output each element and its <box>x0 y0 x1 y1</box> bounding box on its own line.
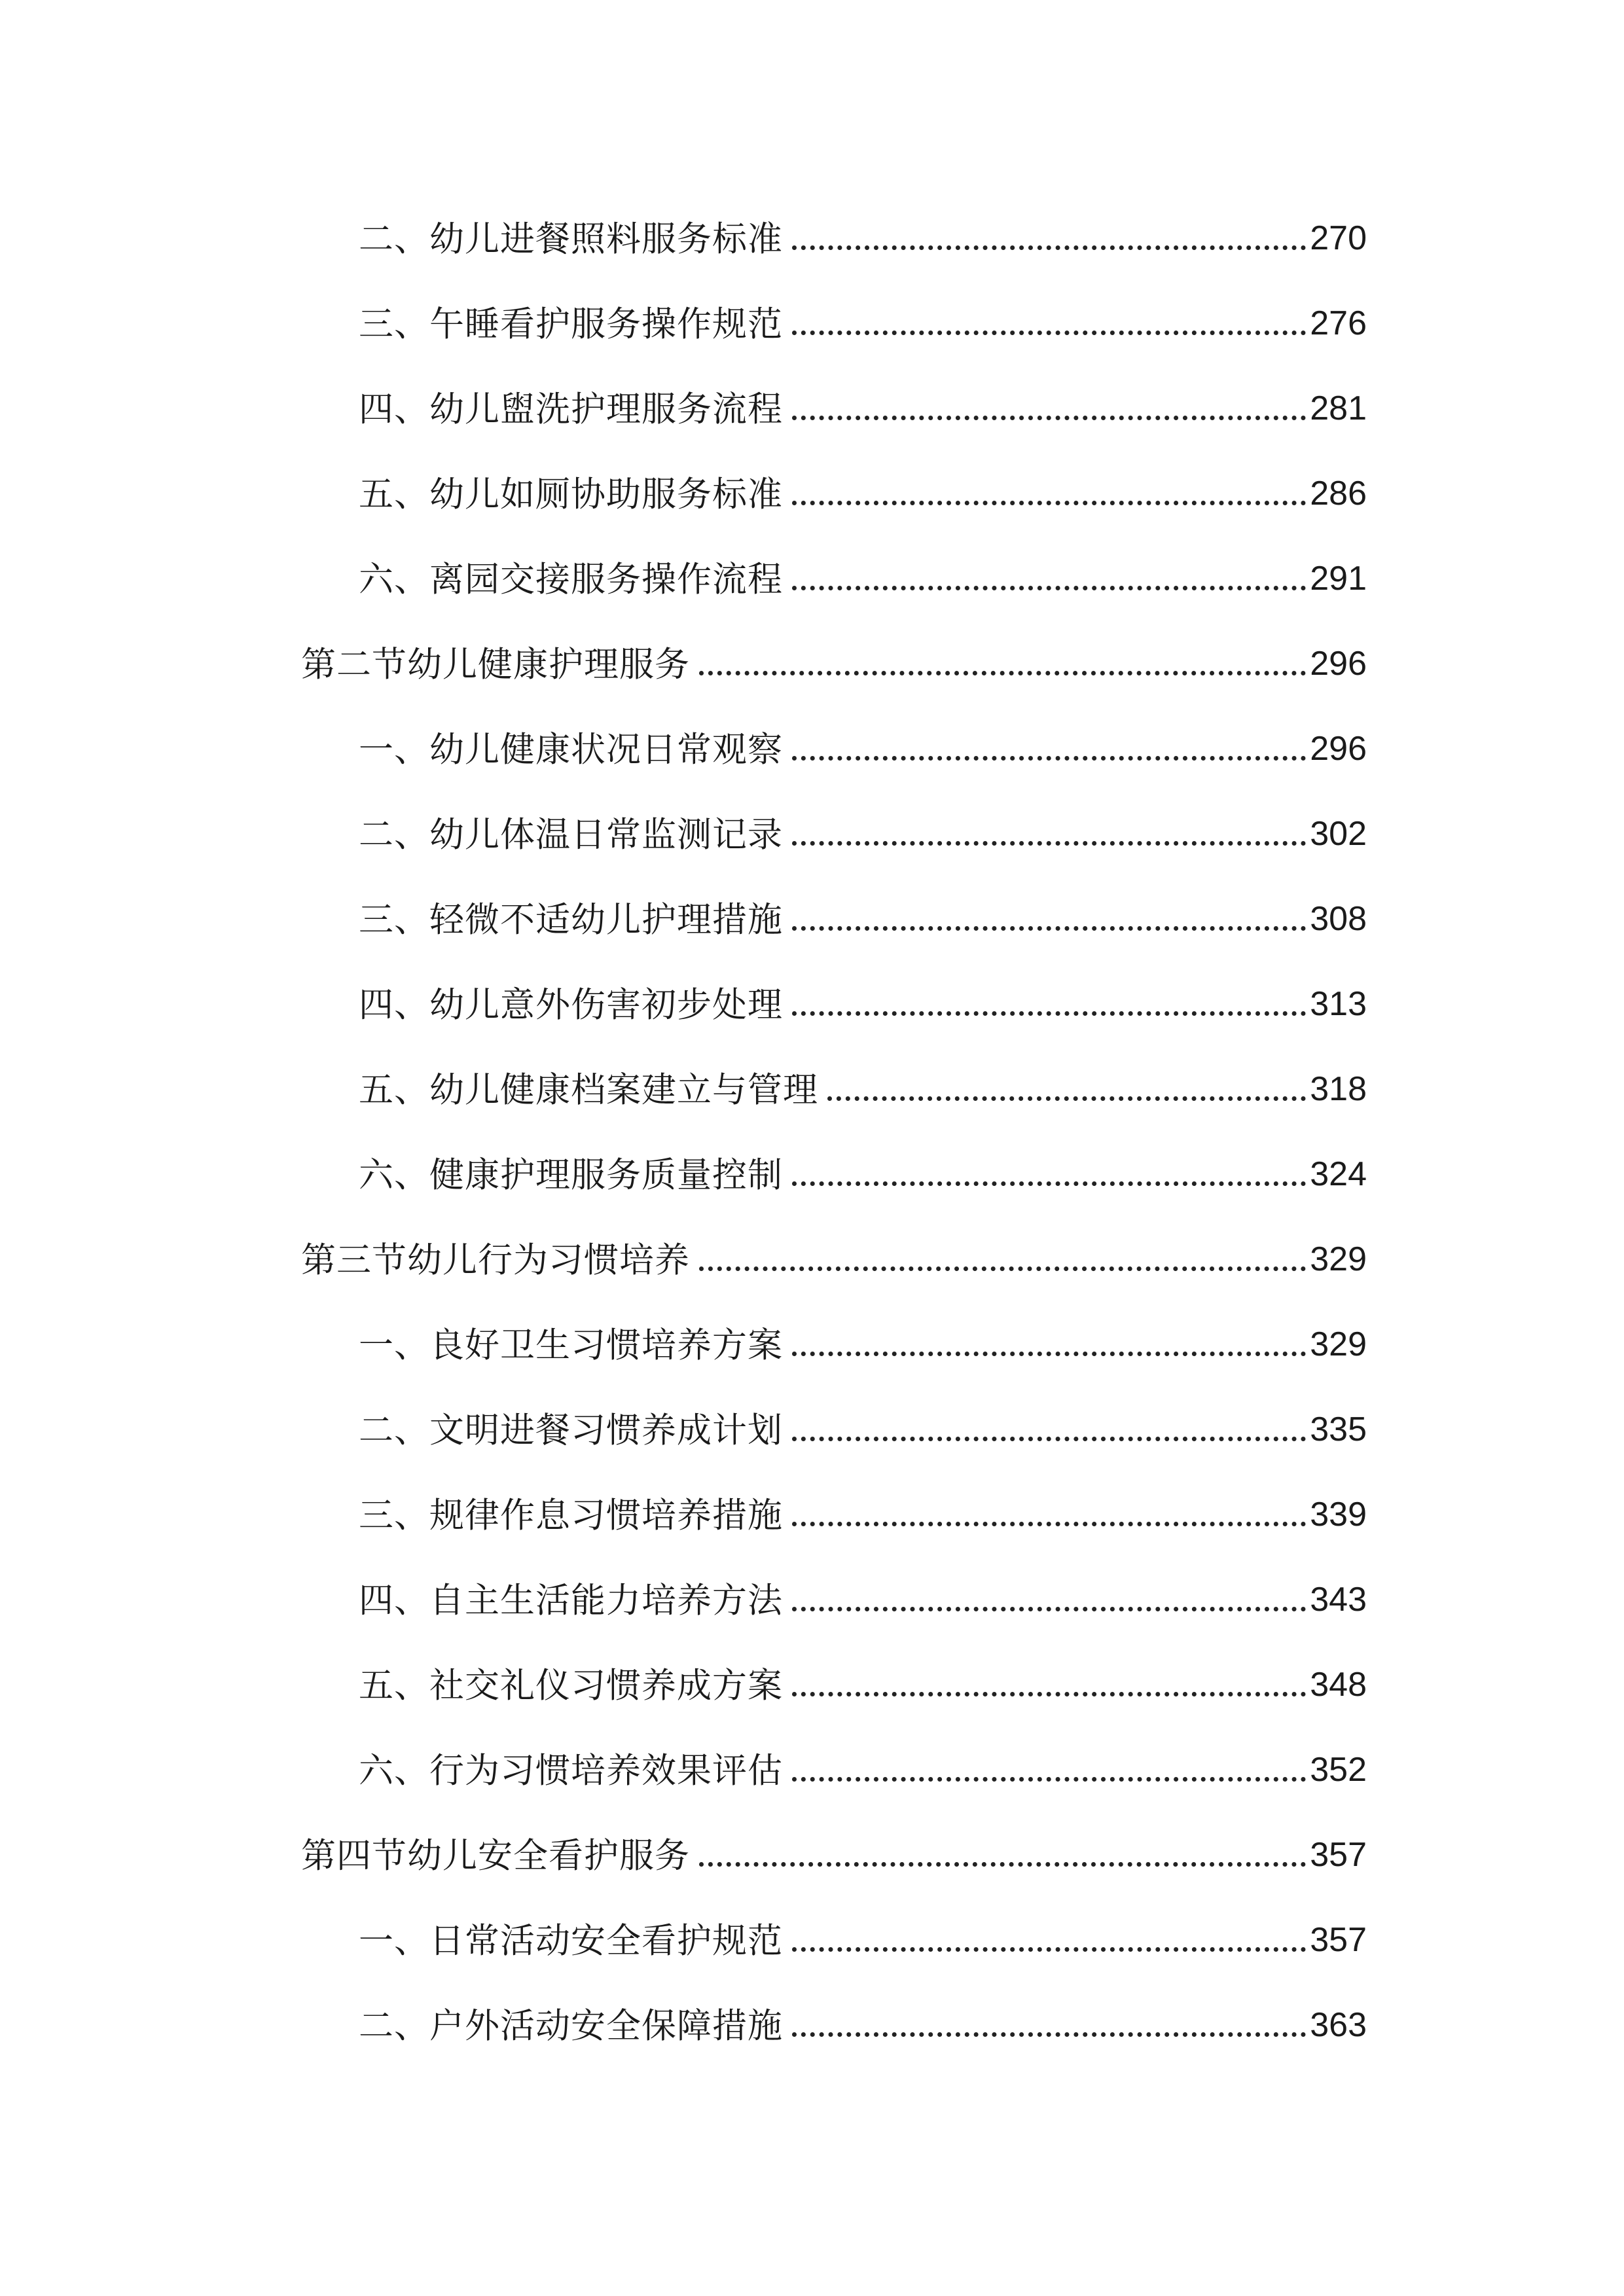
toc-entry[interactable] <box>359 1127 1367 1193</box>
toc-entry[interactable] <box>359 446 1367 512</box>
dot-leader <box>792 586 1306 590</box>
toc-entry-title: 六、健康护理服务质量控制 <box>359 1155 783 1195</box>
dot-leader <box>792 416 1306 420</box>
toc-entry-page: 308 <box>1310 900 1367 938</box>
toc-entry-title: 五、社交礼仪习惯养成方案 <box>359 1666 783 1706</box>
toc-entry[interactable] <box>359 702 1367 770</box>
dot-leader <box>792 1437 1306 1441</box>
dot-leader <box>792 1181 1306 1186</box>
dot-leader <box>699 1266 1306 1271</box>
toc-entry[interactable] <box>359 787 1367 855</box>
toc-entry-title: 一、日常活动安全看护规范 <box>359 1921 783 1961</box>
toc-entry[interactable] <box>359 361 1367 427</box>
toc-entry[interactable] <box>359 1723 1367 1791</box>
toc-entry-page: 335 <box>1310 1410 1367 1448</box>
toc-entry-title: 二、幼儿进餐照料服务标准 <box>359 219 783 259</box>
toc-entry-page: 286 <box>1310 475 1367 512</box>
dot-leader <box>699 1862 1306 1867</box>
toc-entry[interactable] <box>359 957 1367 1025</box>
toc-entry-page: 296 <box>1310 645 1367 683</box>
toc-entry-page: 352 <box>1310 1751 1367 1789</box>
toc-entry-title: 二、文明进餐习惯养成计划 <box>359 1410 783 1450</box>
toc-entry-page: 302 <box>1310 815 1367 853</box>
toc-entry-page: 291 <box>1310 560 1367 598</box>
toc-entry-title: 五、幼儿如厕协助服务标准 <box>359 475 783 514</box>
toc-entry-title: 五、幼儿健康档案建立与管理 <box>359 1070 818 1110</box>
toc-entry-title: 六、离园交接服务操作流程 <box>359 560 783 600</box>
toc-entry[interactable] <box>359 1978 1367 2046</box>
toc-entry[interactable] <box>359 1638 1367 1706</box>
toc-entry-title: 二、户外活动安全保障措施 <box>359 2006 783 2046</box>
dot-leader <box>792 1777 1306 1782</box>
dot-leader <box>792 1607 1306 1611</box>
toc-entry[interactable] <box>359 1382 1367 1448</box>
toc-entry-title: 六、行为习惯培养效果评估 <box>359 1751 783 1791</box>
toc-section-heading[interactable] <box>301 1212 1367 1278</box>
toc-entry[interactable] <box>359 1042 1367 1110</box>
dot-leader <box>792 331 1306 335</box>
dot-leader <box>792 245 1306 250</box>
toc-section-heading[interactable] <box>301 1808 1367 1876</box>
toc-entry-page: 357 <box>1310 1836 1367 1874</box>
toc-entry-title: 第二节幼儿健康护理服务 <box>301 645 690 685</box>
toc-entry-page: 363 <box>1310 2006 1367 2044</box>
toc-entry-title: 三、轻微不适幼儿护理措施 <box>359 900 783 940</box>
toc-entry[interactable] <box>359 1552 1367 1621</box>
toc-entry-page: 296 <box>1310 730 1367 768</box>
dot-leader <box>792 1522 1306 1526</box>
toc-entry-page: 339 <box>1310 1496 1367 1534</box>
toc-entry-title: 第三节幼儿行为习惯培养 <box>301 1240 690 1280</box>
toc-entry-page: 313 <box>1310 985 1367 1023</box>
dot-leader <box>792 1352 1306 1356</box>
toc-entry[interactable] <box>359 191 1367 257</box>
toc-entry-page: 281 <box>1310 389 1367 427</box>
dot-leader <box>792 841 1306 846</box>
dot-leader <box>792 756 1306 761</box>
toc-entry-title: 四、幼儿意外伤害初步处理 <box>359 985 783 1025</box>
toc-entry-page: 324 <box>1310 1155 1367 1193</box>
toc-entry[interactable] <box>359 531 1367 600</box>
dot-leader <box>699 671 1306 675</box>
toc-entry[interactable] <box>359 1297 1367 1363</box>
dot-leader <box>792 501 1306 505</box>
toc-entry[interactable] <box>359 1893 1367 1961</box>
toc-section-heading[interactable] <box>301 617 1367 685</box>
toc-entry-title: 四、自主生活能力培养方法 <box>359 1581 783 1621</box>
dot-leader <box>792 1947 1306 1952</box>
toc-entry-page: 348 <box>1310 1666 1367 1704</box>
toc-entry-page: 318 <box>1310 1070 1367 1108</box>
toc-entry-page: 329 <box>1310 1240 1367 1278</box>
toc-entry[interactable] <box>359 1467 1367 1533</box>
toc-entry-title: 四、幼儿盥洗护理服务流程 <box>359 389 783 429</box>
toc-entry-title: 三、规律作息习惯培养措施 <box>359 1496 783 1535</box>
dot-leader <box>792 926 1306 931</box>
toc-entry-page: 329 <box>1310 1325 1367 1363</box>
dot-leader <box>792 2032 1306 2037</box>
toc-entry-page: 276 <box>1310 304 1367 342</box>
toc-entry-title: 一、良好卫生习惯培养方案 <box>359 1325 783 1365</box>
toc-entry[interactable] <box>359 872 1367 940</box>
toc-entry-title: 一、幼儿健康状况日常观察 <box>359 730 783 770</box>
toc-entry-page: 343 <box>1310 1581 1367 1619</box>
dot-leader <box>792 1692 1306 1696</box>
toc-entry-title: 三、午睡看护服务操作规范 <box>359 304 783 344</box>
toc-entry-title: 第四节幼儿安全看护服务 <box>301 1836 690 1876</box>
toc-entry[interactable] <box>359 276 1367 342</box>
toc-entry-title: 二、幼儿体温日常监测记录 <box>359 815 783 855</box>
toc-entry-page: 270 <box>1310 219 1367 257</box>
toc-entry-page: 357 <box>1310 1921 1367 1959</box>
dot-leader <box>827 1096 1306 1101</box>
dot-leader <box>792 1011 1306 1016</box>
